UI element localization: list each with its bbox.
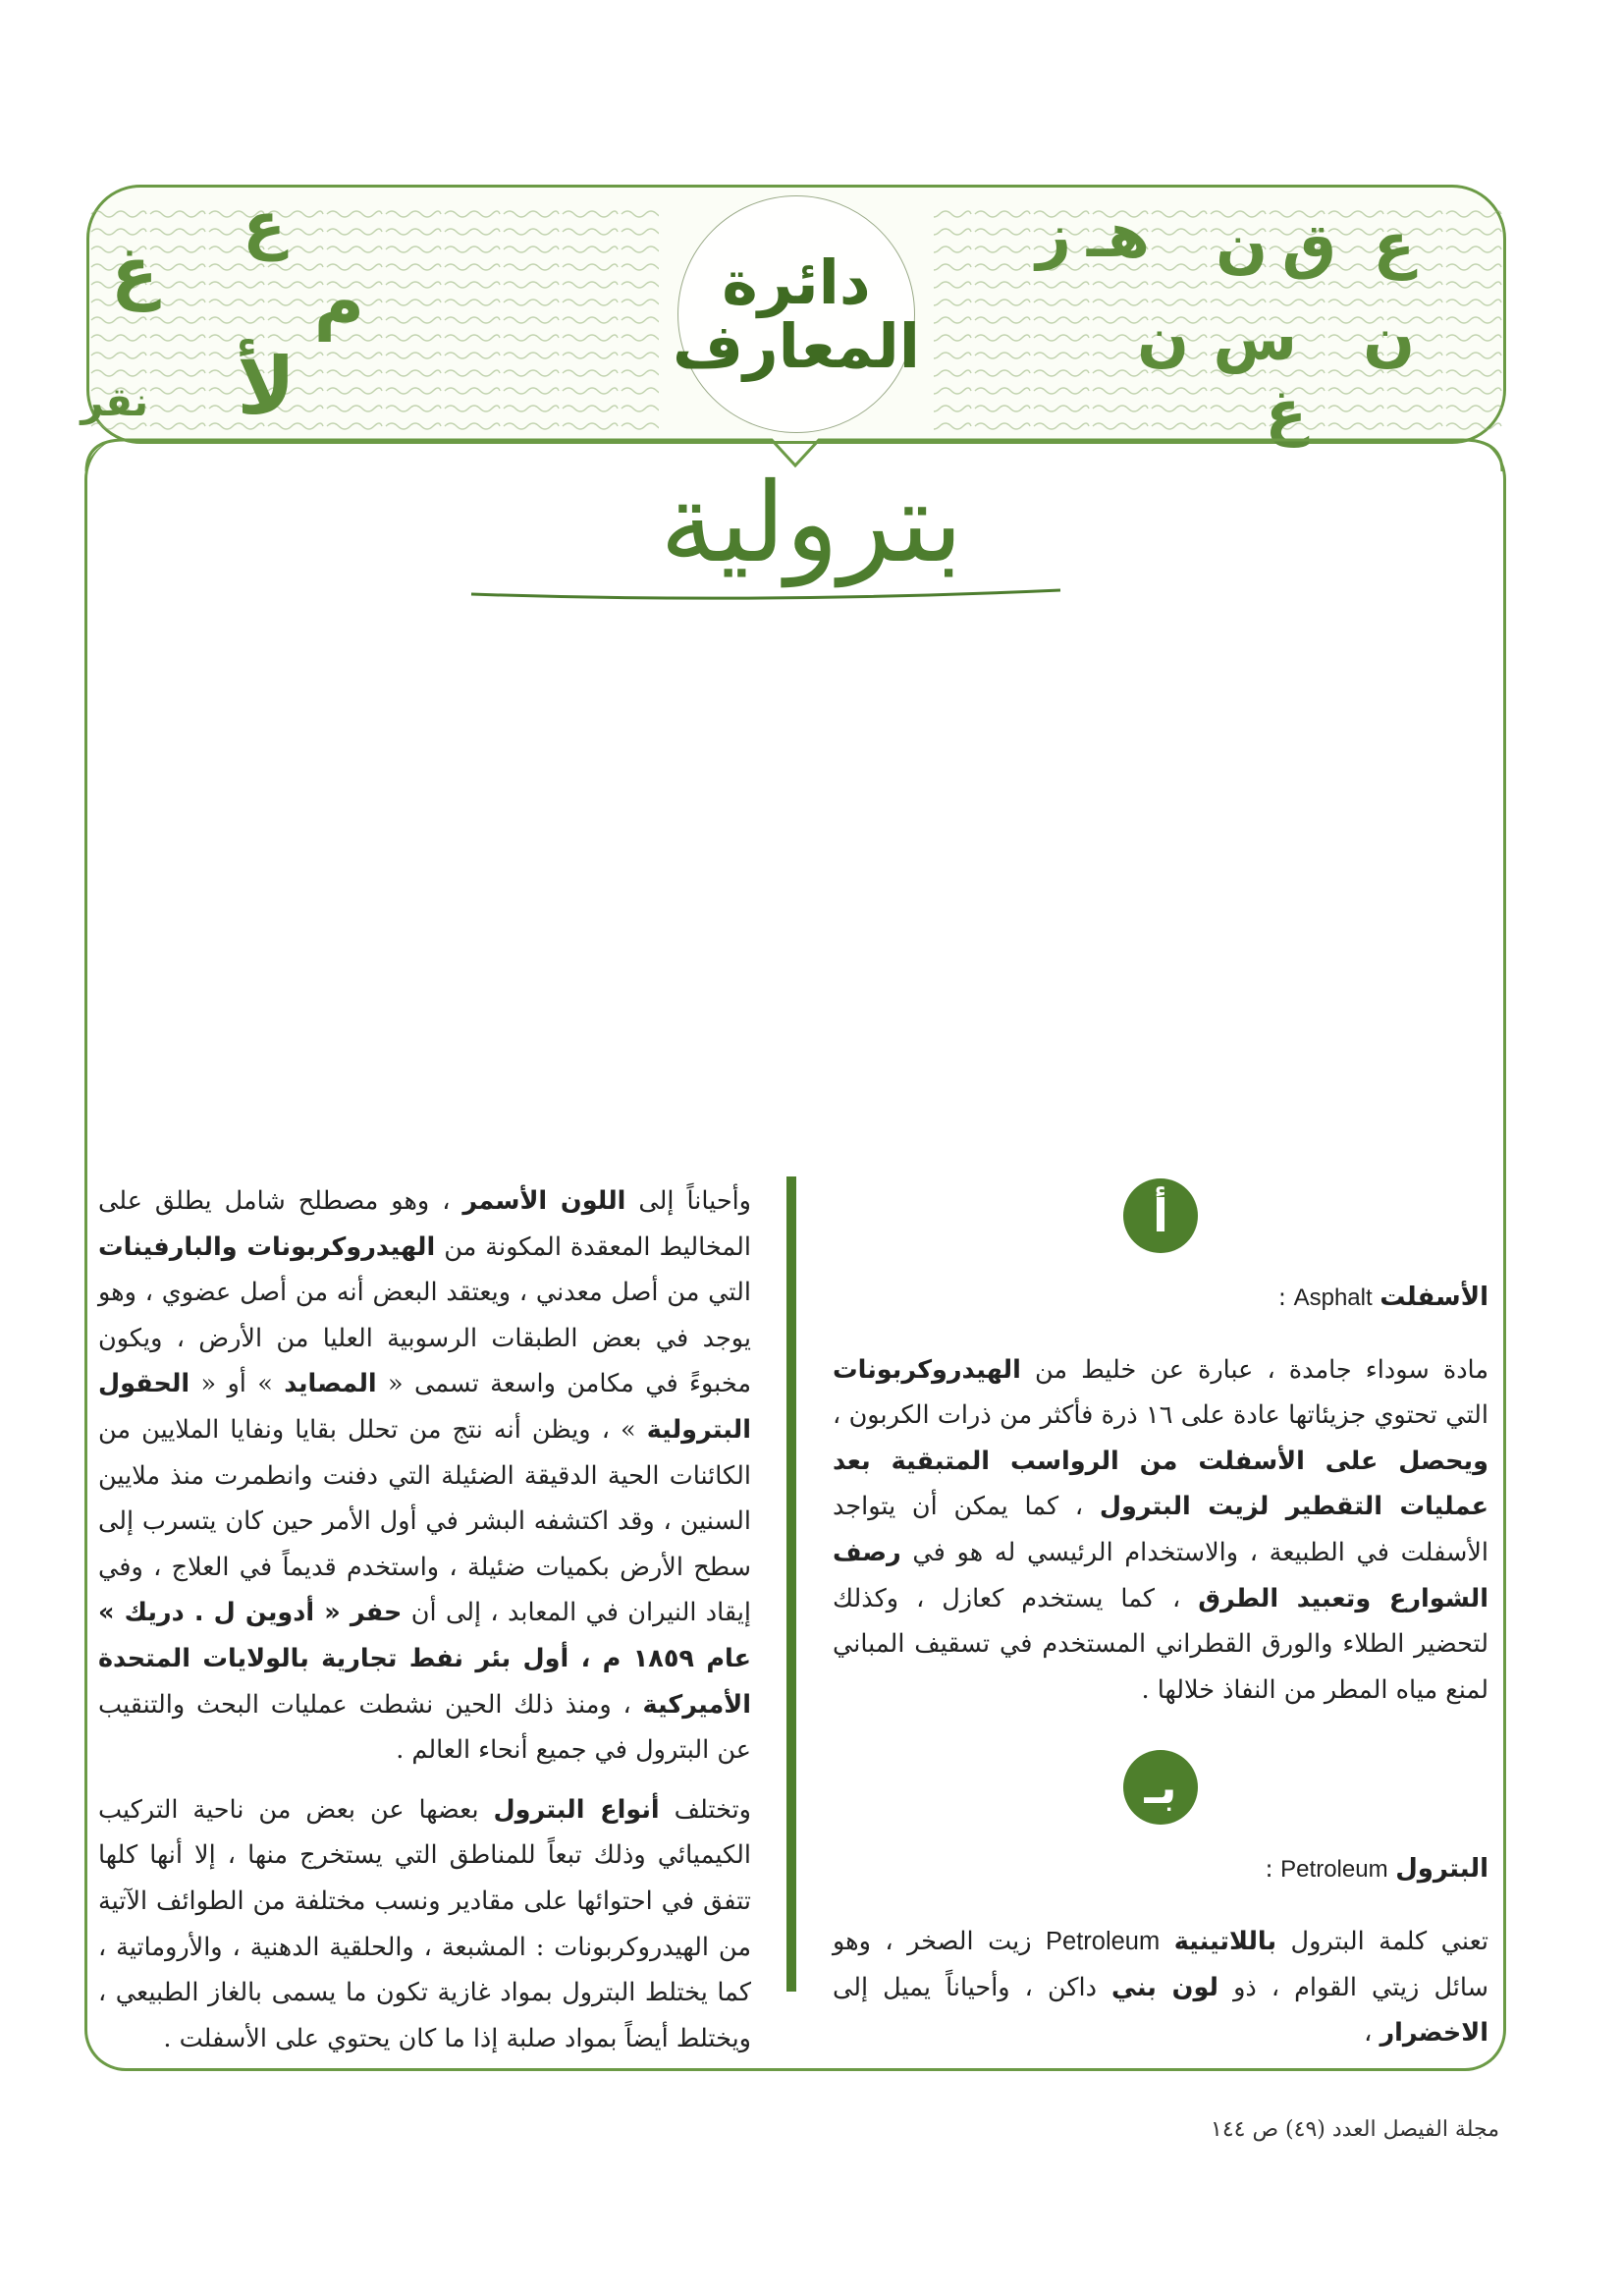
term-asphalt-latin: Asphalt [1293, 1285, 1373, 1311]
text-run: ، [1364, 2018, 1380, 2049]
left-paragraph-2 [98, 1787, 751, 2062]
text-run: داكن ، وأحياناً يميل إلى [833, 1972, 1112, 2002]
text-run: بعضها عن بعض من ناحية التركيب الكيميائي وذلك تبعاً للمناطق التي يستخرج منها ، إلا أنها كلها تتفق في احتوائها على مقادير ونسب مختلفة من الطوائف الآتية من الهيدروكربونات : المشبعة ، والحلقية الدهنية ، والأروماتية ، كما يختلط البترول بمواد غازية تكون ما يسمى بالغاز الطبيعي ، ويختلط أيضاً بمواد صلبة إذا ما كان يحتوي على الأسفلت . [98, 1794, 751, 2053]
section-b-paragraph [833, 1919, 1488, 2056]
text-run: ، ومنذ ذلك الحين نشطت عمليات البحث والتنقيب عن البترول في جميع أنحاء العالم . [98, 1689, 751, 1766]
text-run: تعني كلمة البترول [1276, 1926, 1488, 1956]
bold-phrase: باللاتينية [1173, 1926, 1277, 1956]
bold-phrase: الهيدروكربونات والبارفينات [98, 1231, 436, 1262]
section-b-term: البترول Petroleum : [1265, 1854, 1488, 1885]
text-run: مادة سوداء جامدة ، عبارة عن خليط من [1020, 1354, 1488, 1385]
section-a-paragraph [833, 1347, 1488, 1714]
svg-text:ن: ن [1137, 302, 1189, 374]
term-petroleum-ar: البترول [1395, 1854, 1488, 1885]
left-column [98, 1178, 751, 2075]
bold-phrase: الاخضرار [1380, 2018, 1488, 2049]
bold-phrase: حفر « أدوين ل . دريك » عام ١٨٥٩ م ، أول بئر نفط تجارية بالولايات المتحدة الأميركية [98, 1598, 752, 1720]
svg-text:غ: غ [1265, 376, 1307, 448]
term-asphalt-ar: الأسفلت [1380, 1283, 1488, 1312]
svg-text:ن: ن [1363, 302, 1415, 374]
svg-text:ن: ن [1216, 209, 1268, 281]
text-run: زيت الصخر ، وهو سائل زيتي القوام ، ذو [833, 1926, 1488, 2002]
text-run: Petroleum [1046, 1927, 1161, 1955]
left-paragraph-1 [98, 1178, 751, 1774]
text-run [1160, 1927, 1173, 1956]
text-run: ، كما يستخدم كعازل ، وكذلك لتحضير الطلاء والورق القطراني المستخدم في تسقيف المباني لمنع مياه المطر من النفاذ خلالها . [833, 1583, 1488, 1705]
svg-text:هـ: هـ [1086, 199, 1150, 271]
page-footer: مجلة الفيصل العدد (٤٩) ص ١٤٤ [1211, 2117, 1499, 2142]
term-petroleum-latin: Petroleum [1280, 1856, 1388, 1884]
right-column [833, 1178, 1488, 2070]
svg-text:ع: ع [1373, 209, 1415, 281]
text-run: ، وهو مصطلح شامل يطلق على المخاليط المعقدة المكونة من [98, 1186, 751, 1262]
bold-phrase: الحقول البترولية [98, 1369, 751, 1445]
text-run: » ، ويظن أنه نتج من تحلل بقايا ونفايا الملايين من الكائنات الحية الدقيقة الضئيلة التي دفنت وانطمرت منذ ملايين السنين ، وقد اكتشفه البشر في أول الأمر حين كان يتسرب إلى سطح الأرض بكميات ضئيلة ، واستخدم قديماً في العلاج ، وفي إيقاد النيران في المعابد ، إلى أن [98, 1414, 751, 1628]
text-run: وأحياناً إلى [625, 1186, 751, 1216]
banner-letter: ع [243, 190, 286, 262]
svg-text:ق: ق [1281, 209, 1336, 281]
svg-text:ز: ز [1036, 199, 1071, 271]
bold-phrase: اللون الأسمر [462, 1186, 626, 1216]
svg-text:غ: غ [111, 232, 158, 312]
bold-phrase: الهيدروكربونات [833, 1354, 1021, 1385]
svg-text:م: م [313, 261, 364, 342]
svg-text:نقر: نقر [81, 380, 148, 425]
encyclopedia-emblem [672, 195, 921, 433]
bold-phrase: أنواع البترول [493, 1794, 660, 1825]
section-b-badge: بـ [1123, 1750, 1198, 1825]
section-a-term: الأسفلت Asphalt : [1277, 1283, 1488, 1312]
emblem-line-2: المعارف [672, 310, 921, 382]
bold-phrase: لون بني [1111, 1972, 1219, 2002]
bold-phrase: المصايد [284, 1369, 377, 1399]
column-divider [786, 1176, 796, 1992]
title-flourish [461, 584, 1070, 604]
bold-phrase: ويحصل على الأسفلت من الرواسب المتبقية بعد عمليات التقطير لزيت البترول [833, 1446, 1488, 1522]
svg-text:لأ: لأ [237, 341, 296, 432]
article-title: بترولية [660, 460, 963, 587]
emblem-line-1: دائرة [722, 246, 871, 318]
text-run: التي تحتوي جزيئاتها عادة على ١٦ ذرة فأكثر من ذرات الكربون ، [833, 1400, 1489, 1431]
text-run: ، كما يمكن أن يتواجد الأسفلت في الطبيعة ، والاستخدام الرئيسي له هو في [833, 1492, 1488, 1567]
text-run: وتختلف [659, 1794, 751, 1825]
svg-text:س: س [1213, 302, 1297, 374]
section-a-badge: أ [1123, 1178, 1198, 1253]
bold-phrase: رصف الشوارع وتعبيد الطرق [833, 1537, 1489, 1613]
text-run: » أو « [189, 1369, 285, 1399]
text-run: التي من أصل معدني ، ويعتقد البعض أنه من أصل عضوي ، وهو يوجد في بعض الطبقات الرسوبية العليا من الأرض ، ويكون مخبوءً في مكامن واسعة تسمى « [98, 1278, 751, 1399]
